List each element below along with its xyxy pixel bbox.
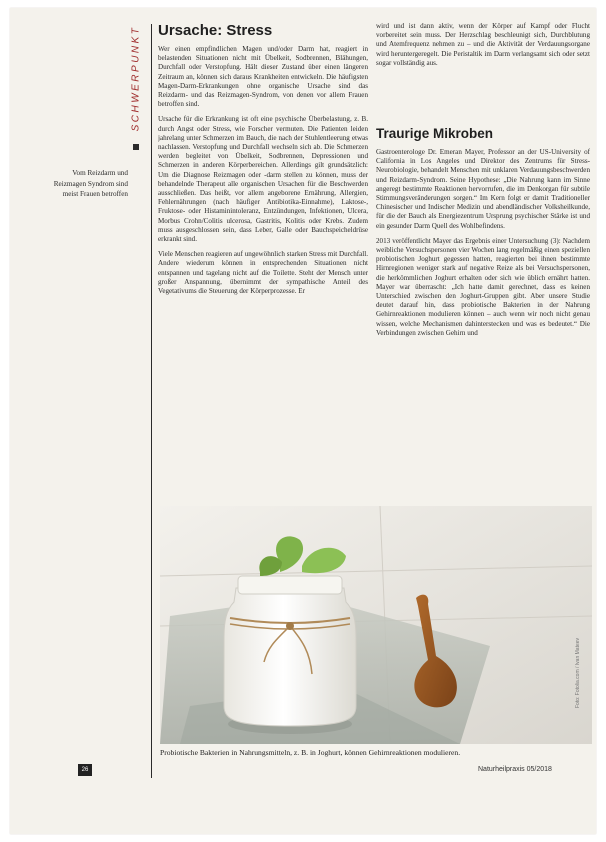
photo-caption: Probiotische Bakterien in Nahrungsmitteln, z. B. in Joghurt, können Gehirnreaktionen modulieren. xyxy=(160,748,461,757)
paragraph: wird und ist dann aktiv, wenn der Körper auf Kampf oder Flucht vorbereitet sein muss. Der Herzschlag beschleunigt sich, Durchblutung und Atemfrequenz nehmen zu – und die Aktivität der Verdauungsorgane wird heruntergeregelt. Die Peristaltik im Darm verlangsamt sich oder setzt sogar vollständig aus. xyxy=(376,22,590,67)
sidebar-pull-quote: Vom Reizdarm und Reizmagen Syndrom sind meist Frauen betroffen xyxy=(53,169,128,198)
section-marker xyxy=(133,144,139,150)
paragraph: Gastroenterologe Dr. Emeran Mayer, Professor an der US-University of California in Los Angeles und Direktor des Zentrums für Stress-Neurobiologie, behandelt Menschen mit unklaren Verdauungsbeschwerden und Reizdarm-Syndrom. Seine Hypothese: „Die Nahrung kann im Sinne angeregt bestimmte Reaktionen hervorrufen, die im Denkorgan für subtile Stimmungsveränderungen sorgen.“ Im Kern folgt er damit Traditioneller Chinesischer und Indischer Medizin und abendländischer Volksheilkunde, für die der Bauch als Energiezentrum Ursprung psychischer Stärke ist und ein gesunder Darm Quell des Wohlbefindens. xyxy=(376,148,590,230)
paragraph: Ursache für die Erkrankung ist oft eine psychische Überbelastung, z. B. durch Angst oder Stress, wie Forscher vermuten. Die Patienten leiden jahrelang unter Schmerzen im Bauch, die nach der Stuhlentleerung etwas nachlassen. Verstopfung und Durchfall wechseln sich ab. Die Schmerzen werden begleitet von Übelkeit, Sodbrennen, Depressionen und Schmerzen in anderen Körperbereichen. Allerdings gilt grundsätzlich: Um die Diagnose Reizmagen oder -darm stellen zu können, muss der behandelnde Therapeut alle organischen Ursachen für die Beschwerden ausschließen. Das heißt, vor allem angeborene Ernährung, Allergien, Fehlernährungen (nach häufiger Antibiotika-Einnahme), Laktose-, Fruktose- oder Histaminintoleranz, Entzündungen, Infektionen, Ulcera, Morbus Crohn/Colitis ulcerosa, Gastritis, Kolitis oder Krebs. Zudem muss ausgeschlossen sein, dass Leber, Galle oder Bauchspeicheldrüse erkrankt sind. xyxy=(158,115,368,244)
body-column-right-top xyxy=(376,22,590,122)
footer-magazine-issue: Naturheilpraxis 05/2018 xyxy=(478,766,552,773)
subheading: Traurige Mikroben xyxy=(376,126,494,141)
page-number: 26 xyxy=(78,764,92,776)
paragraph: Viele Menschen reagieren auf ungewöhnlich starken Stress mit Durchfall. Andere wiederum können in entsprechenden Situationen nicht entspannen und tagelang nicht auf die Toilette. Steht der Mensch unter großer Anspannung, übernimmt der sympathische Anteil des Vegetativums die Steuerung der Körperprozesse. Er xyxy=(158,250,368,296)
body-column-left xyxy=(158,45,368,515)
article-heading: Ursache: Stress xyxy=(158,22,273,39)
paragraph: Wer einen empfindlichen Magen und/oder Darm hat, reagiert in belastenden Situationen nicht mit Übelkeit, Sodbrennen, Blähungen, Durchfall oder Verstopfung. Hält dieser Zustand über einen längeren Zeitraum an, können sich daraus Krankheiten entwickeln. Die häufigsten Magen-Darm-Erkrankungen ohne organische Ursache sind das Reizdarm- und das Reizmagen-Syndrom, von denen vor allem Frauen betroffen sind. xyxy=(158,45,368,109)
section-label: SCHWERPUNKT xyxy=(130,25,142,131)
paragraph: 2013 veröffentlicht Mayer das Ergebnis einer Untersuchung (3): Nachdem weibliche Versuchspersonen vier Wochen lang regelmäßig einen speziellen probiotischen Joghurt gegessen hatten, reagierten bei ihnen bestimmte Hirnregionen weniger stark auf negative Reize als bei Versuchspersonen, die herkömmlichen Joghurt erhalten oder sich wie üblich ernährt hatten. Mayer war überrascht: „Ich hatte damit gerechnet, dass es keinen Unterschied zwischen den Joghurt-Gruppen gibt. Aber unsere Studie deutet darauf hin, dass probiotische Bakterien in der Nahrung Gehirnreaktionen modulieren können – auch wenn wir noch nicht genau wissen, welche Mechanismen dahinterstecken und was es bedeutet.“ Die Verbindungen zwischen Gehirn und xyxy=(376,236,590,337)
yogurt-jar xyxy=(224,576,356,734)
photo-credit: Foto: Fotolia.com / Ivan Mateev xyxy=(575,637,581,709)
yogurt-jar-photo xyxy=(160,506,592,744)
magazine-page xyxy=(10,8,596,834)
column-divider xyxy=(151,24,152,778)
body-column-right-bottom xyxy=(376,148,590,513)
